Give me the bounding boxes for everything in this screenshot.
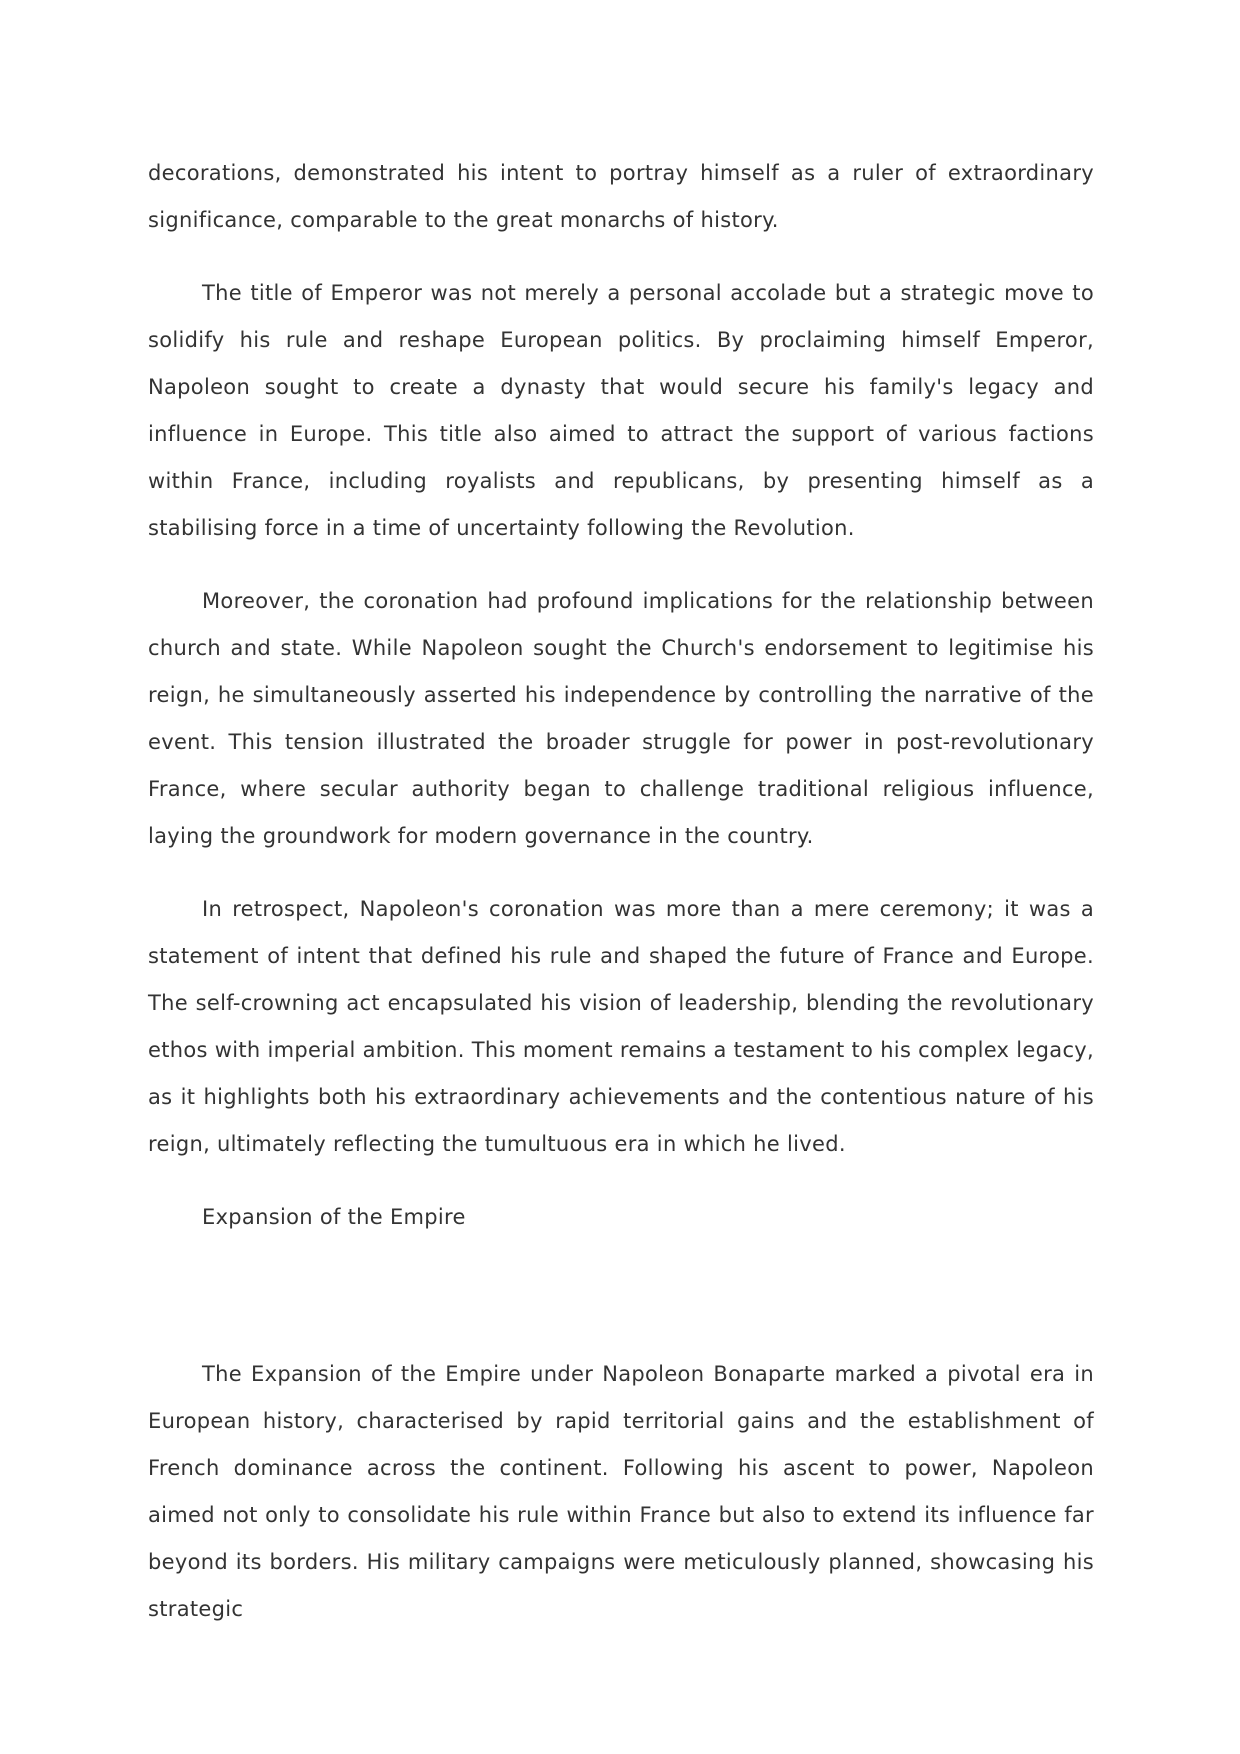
section-heading: Expansion of the Empire	[202, 1205, 466, 1229]
document-body	[148, 150, 1094, 1659]
paragraph-retrospect: In retrospect, Napoleon's coronation was more than a mere ceremony; it was a statement of intent that defined his rule and shaped the future of France and Europe. The self-crowning act encapsulated his vision of leadership, blending the revolutionary ethos with imperial ambition. This moment remains a testament to his complex legacy, as it highlights both his extraordinary achievements and the contentious nature of his reign, ultimately reflecting the tumultuous era in which he lived.	[148, 897, 1094, 1156]
paragraph-expansion: The Expansion of the Empire under Napoleon Bonaparte marked a pivotal era in European history, characterised by rapid territorial gains and the establishment of French dominance across the continent. Following his ascent to power, Napoleon aimed not only to consolidate his rule within France but also to extend its influence far beyond its borders. His military campaigns were meticulously planned, showcasing his strategic	[148, 1362, 1094, 1621]
paragraph-title-of-emperor: The title of Emperor was not merely a personal accolade but a strategic move to solidify his rule and reshape European politics. By proclaiming himself Emperor, Napoleon sought to create a dynasty that would secure his family's legacy and influence in Europe. This title also aimed to attract the support of various factions within France, including royalists and republicans, by presenting himself as a stabilising force in a time of uncertainty following the Revolution.	[148, 281, 1094, 540]
paragraph-church-and-state: Moreover, the coronation had profound implications for the relationship between church and state. While Napoleon sought the Church's endorsement to legitimise his reign, he simultaneously asserted his independence by controlling the narrative of the event. This tension illustrated the broader struggle for power in post-revolutionary France, where secular authority began to challenge traditional religious influence, laying the groundwork for modern governance in the country.	[148, 589, 1094, 848]
paragraph-continued: decorations, demonstrated his intent to portray himself as a ruler of extraordinary significance, comparable to the great monarchs of history.	[148, 161, 1094, 232]
